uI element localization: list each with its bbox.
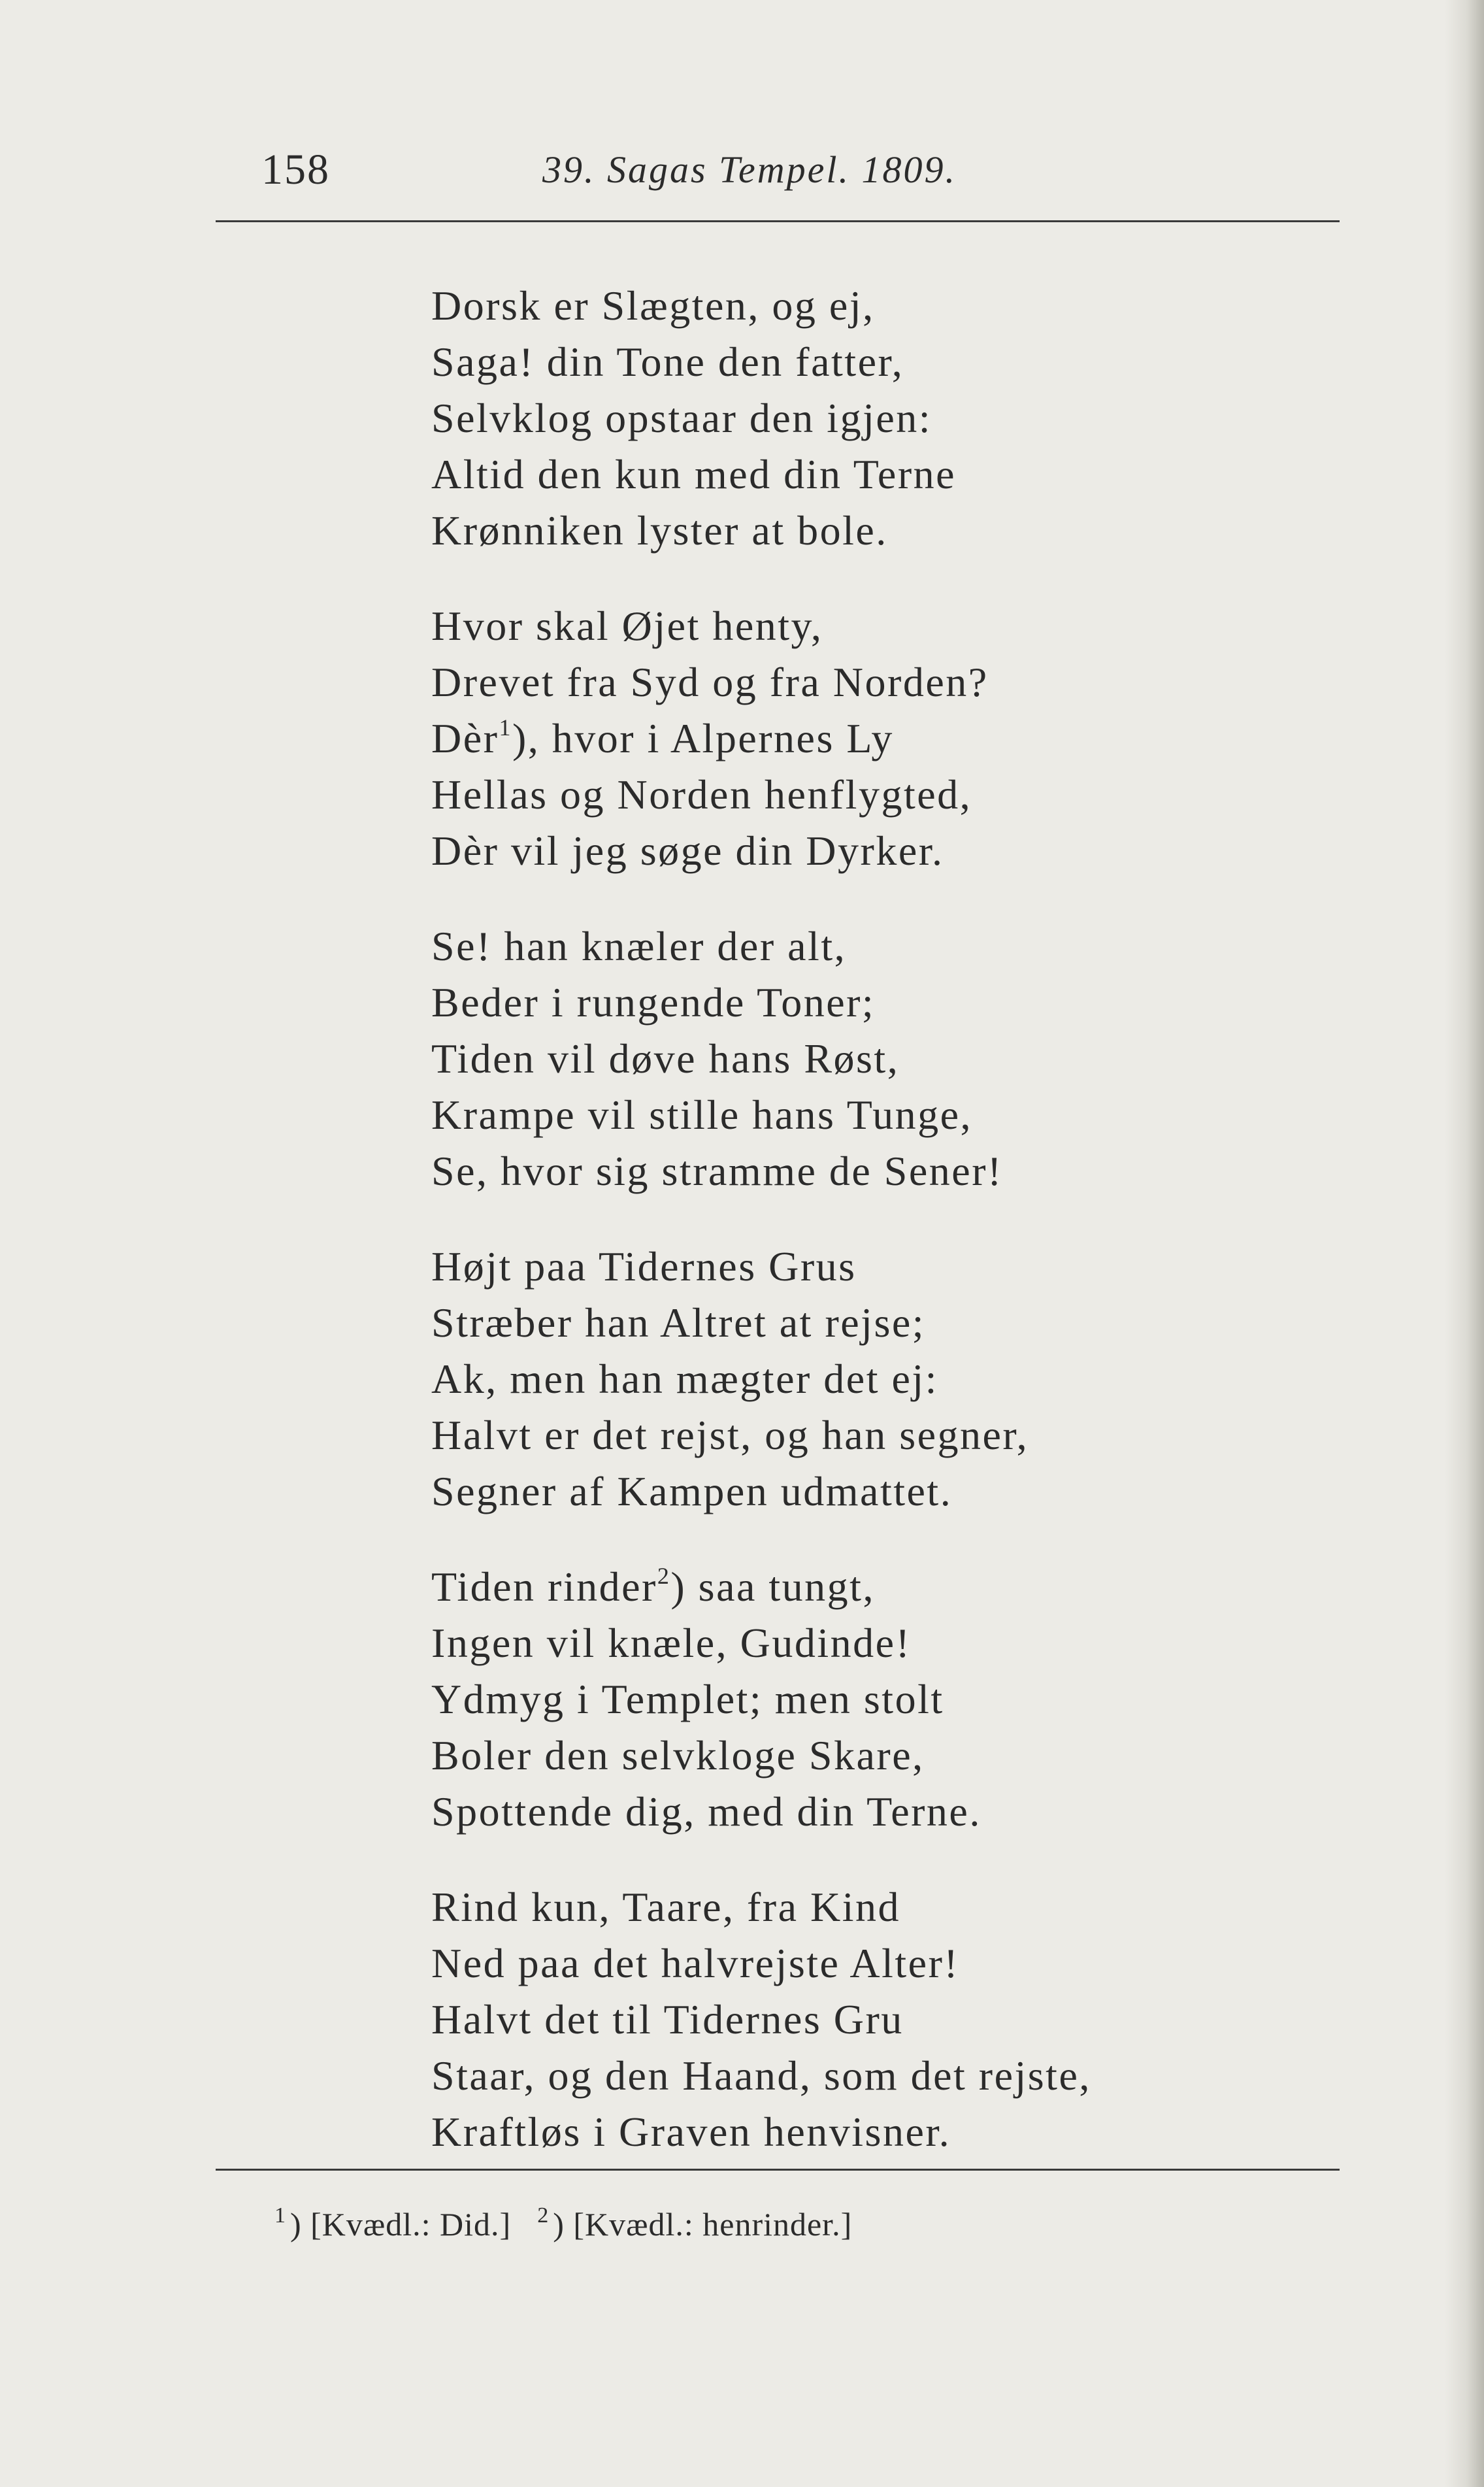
poem-line [431,1463,1300,1520]
line-text: Se! han knæler der alt, [431,923,847,969]
poem-line [431,446,1300,503]
line-text: Tiden vil døve hans Røst, [431,1035,900,1082]
poem-line [431,1239,1300,1295]
stanza [431,1559,1300,1840]
line-text: Spottende dig, med din Terne. [431,1788,981,1835]
page-header [261,141,1340,199]
stanza [431,1239,1300,1520]
page-edge [1445,0,1484,2487]
poem-line [431,390,1300,446]
line-text: Dèr vil jeg søge din Dyrker. [431,827,944,874]
line-text: Ned paa det halvrejste Alter! [431,1940,960,1986]
footnote [537,2201,852,2247]
line-text: Dorsk er Slægten, og ej, [431,282,875,329]
poem-line [431,1728,1300,1784]
poem-line [431,1784,1300,1840]
poem-line [431,1615,1300,1671]
line-text: Segner af Kampen udmattet. [431,1468,953,1514]
line-text: Ingen vil knæle, Gudinde! [431,1620,912,1666]
footnote [274,2201,511,2247]
poem-line [431,278,1300,334]
line-text-rest: ) saa tungt, [670,1563,875,1610]
poem-line [431,1351,1300,1407]
poem-line [431,503,1300,559]
poem-line [431,918,1300,975]
line-text: Dèr [431,715,499,761]
footnote-text: ) [Kvædl.: Did.] [290,2206,512,2243]
poem-line [431,654,1300,710]
poem-line [431,1879,1300,1935]
line-text-rest: ), hvor i Alpernes Ly [512,715,894,761]
poem-line [431,767,1300,823]
stanza [431,918,1300,1199]
poem-line [431,1087,1300,1143]
stanza [431,598,1300,879]
line-text: Højt paa Tidernes Grus [431,1243,857,1290]
footnote-reference: 2 [657,1563,671,1589]
poem-line [431,823,1300,879]
poem-line [431,598,1300,654]
footnote-mark: 1 [274,2203,286,2228]
poem-line [431,1407,1300,1463]
poem-line [431,1559,1300,1615]
line-text: Krampe vil stille hans Tunge, [431,1092,973,1138]
line-text: Rind kun, Taare, fra Kind [431,1884,900,1930]
line-text: Selvklog opstaar den igjen: [431,395,932,441]
header-rule [216,220,1340,222]
line-text: Tiden rinder [431,1563,657,1610]
footnote-mark: 2 [537,2203,550,2228]
line-text: Saga! din Tone den fatter, [431,339,904,385]
poem-line [431,1031,1300,1087]
poem-line [431,1992,1300,2048]
poem-line [431,1935,1300,1992]
line-text: Drevet fra Syd og fra Norden? [431,659,989,705]
poem-line [431,2104,1300,2160]
poem-line [431,975,1300,1031]
line-text: Halvt det til Tidernes Gru [431,1996,904,2043]
stanza [431,1879,1300,2160]
footnote-reference: 1 [499,714,512,741]
footnote-rule [216,2169,1340,2171]
line-text: Beder i rungende Toner; [431,979,876,1026]
stanza [431,278,1300,559]
line-text: Altid den kun med din Terne [431,451,957,497]
line-text: Ydmyg i Templet; men stolt [431,1676,944,1722]
line-text: Staar, og den Haand, som det rejste, [431,2052,1091,2099]
footnote-text: ) [Kvædl.: henrinder.] [553,2206,853,2243]
poem-line [431,1671,1300,1728]
poem-line [431,710,1300,767]
poem-line [431,334,1300,390]
page-number: 158 [261,146,330,193]
line-text: Stræber han Altret at rejse; [431,1299,926,1346]
poem-line [431,1295,1300,1351]
line-text: Hellas og Norden henflygted, [431,771,972,818]
line-text: Ak, men han mægter det ej: [431,1356,938,1402]
line-text: Hvor skal Øjet henty, [431,603,823,649]
line-text: Halvt er det rejst, og han segner, [431,1412,1029,1458]
line-text: Kraftløs i Graven henvisner. [431,2109,951,2155]
line-text: Boler den selvkloge Skare, [431,1732,925,1778]
line-text: Se, hvor sig stramme de Sener! [431,1148,1003,1194]
poem-line [431,1143,1300,1199]
poem [431,278,1300,2199]
line-text: Krønniken lyster at bole. [431,507,888,554]
poem-line [431,2048,1300,2104]
running-head: 39. Sagas Tempel. 1809. [542,148,957,191]
footnotes [274,2201,878,2247]
